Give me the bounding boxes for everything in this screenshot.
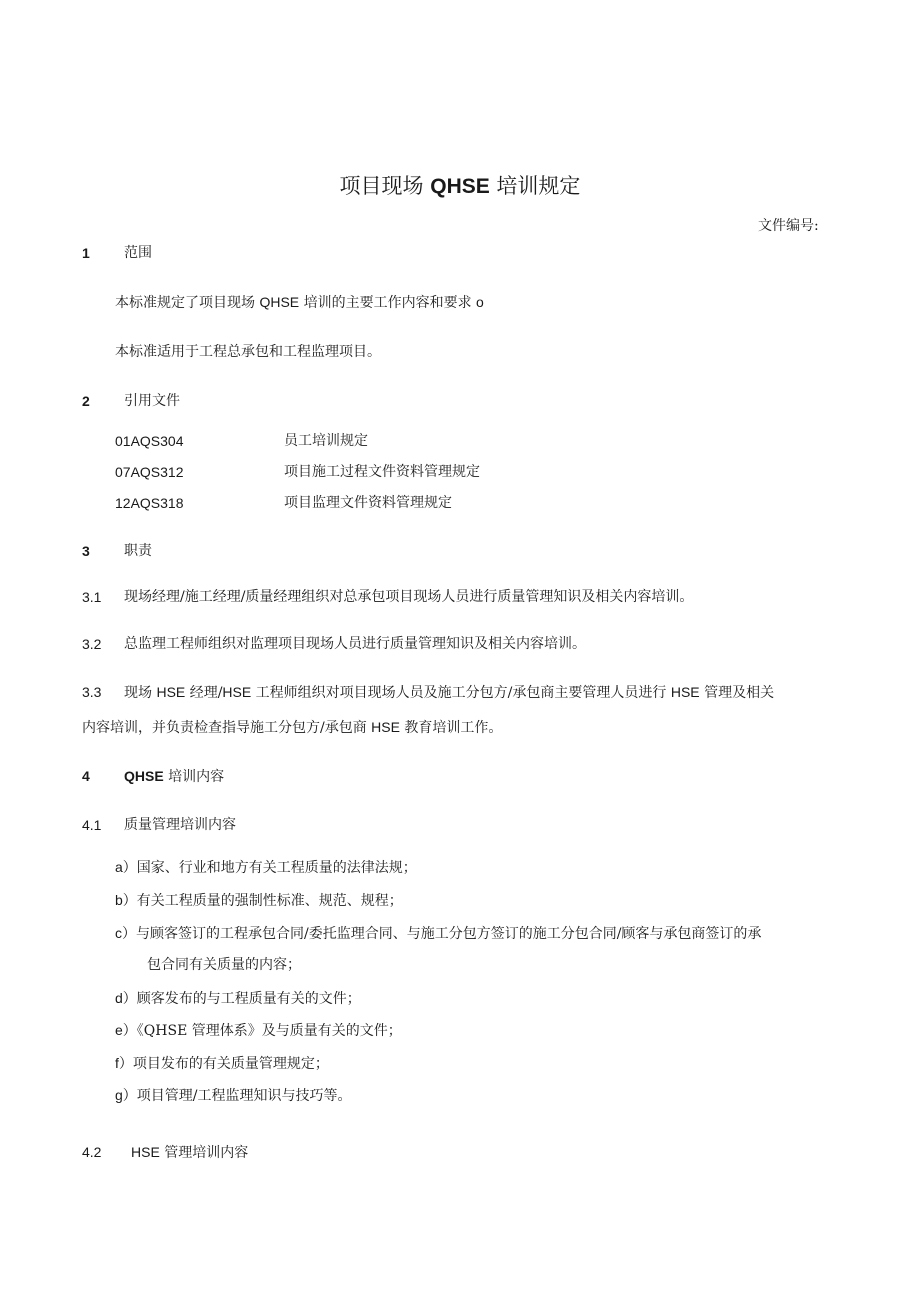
clause-text: 现场经理/施工经理/质量经理组织对总承包项目现场人员进行质量管理知识及相关内容培训。	[124, 589, 694, 605]
section-heading: 职责	[124, 543, 152, 559]
list-item	[115, 890, 403, 911]
text-run: 经理/	[185, 685, 223, 701]
clause-number: 4.1	[82, 817, 102, 833]
text-run: HSE	[156, 684, 186, 700]
clause-number: 4.2	[82, 1144, 102, 1160]
list-item-continued	[147, 955, 301, 975]
list-marker: f）	[115, 1055, 133, 1071]
list-text: 顾客发布的与工程质量有关的文件；	[136, 991, 361, 1007]
section-number: 3	[82, 543, 90, 559]
clause-heading: 质量管理培训内容	[124, 817, 236, 833]
ref-title: 项目施工过程文件资料管理规定	[284, 464, 480, 480]
list-text: 包合同有关质量的内容；	[147, 957, 301, 973]
list-item	[115, 1020, 402, 1041]
list-marker: c）	[115, 925, 136, 941]
section-number: 1	[82, 245, 90, 261]
section-heading: 引用文件	[124, 393, 180, 409]
title-qhse: QHSE	[430, 175, 490, 198]
ref-code: 12AQS318	[115, 495, 184, 511]
list-text: 与顾客签订的工程承包合同/委托监理合同、与施工分包方签订的施工分包合同/顾客与承包商签订的承	[136, 926, 762, 942]
list-marker: g）	[115, 1087, 137, 1103]
clause-number: 3.3	[82, 684, 102, 700]
clause-heading	[131, 1142, 248, 1163]
text-run: 管理培训内容	[159, 1145, 249, 1161]
text-run: 本标准规定了项目现场	[115, 295, 260, 311]
list-item	[115, 1053, 329, 1074]
text-run: 培训的主要工作内容和要求	[299, 295, 477, 311]
text-run: 管理及相关	[699, 685, 775, 701]
list-marker: e）	[115, 1022, 137, 1038]
list-item	[115, 923, 761, 944]
text-run: HSE	[670, 684, 700, 700]
text-run: 教育培训工作。	[399, 720, 503, 736]
page-title	[0, 172, 920, 201]
text-run: 工程师组织对项目现场人员及施工分包方/承包商主要管理人员进行	[251, 685, 671, 701]
list-text: 《QHSE 管理体系》及与质量有关的文件；	[136, 1023, 402, 1039]
list-text: 项目管理/工程监理知识与技巧等。	[136, 1088, 352, 1104]
ref-title: 项目监理文件资料管理规定	[284, 495, 452, 511]
text-run: 培训内容	[163, 769, 225, 785]
section-number: 2	[82, 393, 90, 409]
text-run: QHSE	[259, 294, 300, 310]
title-part: 项目现场	[339, 174, 431, 198]
list-item	[115, 1085, 352, 1106]
paragraph	[115, 292, 484, 313]
list-marker: a）	[115, 859, 137, 875]
section-heading	[124, 766, 224, 787]
list-item	[115, 988, 361, 1009]
section-heading: 范围	[124, 245, 152, 261]
list-item	[115, 857, 417, 878]
section-number: 4	[82, 768, 90, 784]
text-run: 现场	[124, 685, 157, 701]
text-run: 内容培训，并负责检查指导施工分包方/承包商	[82, 720, 372, 736]
list-marker: d）	[115, 990, 137, 1006]
text-run: o	[476, 294, 484, 310]
list-marker: b）	[115, 892, 137, 908]
doc-number-label: 文件编号:	[758, 218, 819, 234]
list-text: 国家、行业和地方有关工程质量的法律法规；	[136, 860, 417, 876]
clause-text: 总监理工程师组织对监理项目现场人员进行质量管理知识及相关内容培训。	[124, 636, 586, 652]
list-text: 项目发布的有关质量管理规定；	[132, 1056, 329, 1072]
clause-text	[124, 682, 774, 703]
paragraph: 本标准适用于工程总承包和工程监理项目。	[115, 344, 381, 360]
clause-text-continued	[82, 717, 502, 738]
text-run: HSE	[131, 1144, 160, 1160]
ref-code: 01AQS304	[115, 433, 184, 449]
ref-code: 07AQS312	[115, 464, 184, 480]
clause-number: 3.2	[82, 636, 102, 652]
title-part: 培训规定	[489, 174, 581, 198]
ref-title: 员工培训规定	[284, 433, 368, 449]
clause-number: 3.1	[82, 589, 102, 605]
text-run: QHSE	[124, 768, 164, 784]
text-run: HSE	[222, 684, 252, 700]
list-text: 有关工程质量的强制性标准、规范、规程；	[136, 893, 403, 909]
text-run: HSE	[371, 719, 400, 735]
